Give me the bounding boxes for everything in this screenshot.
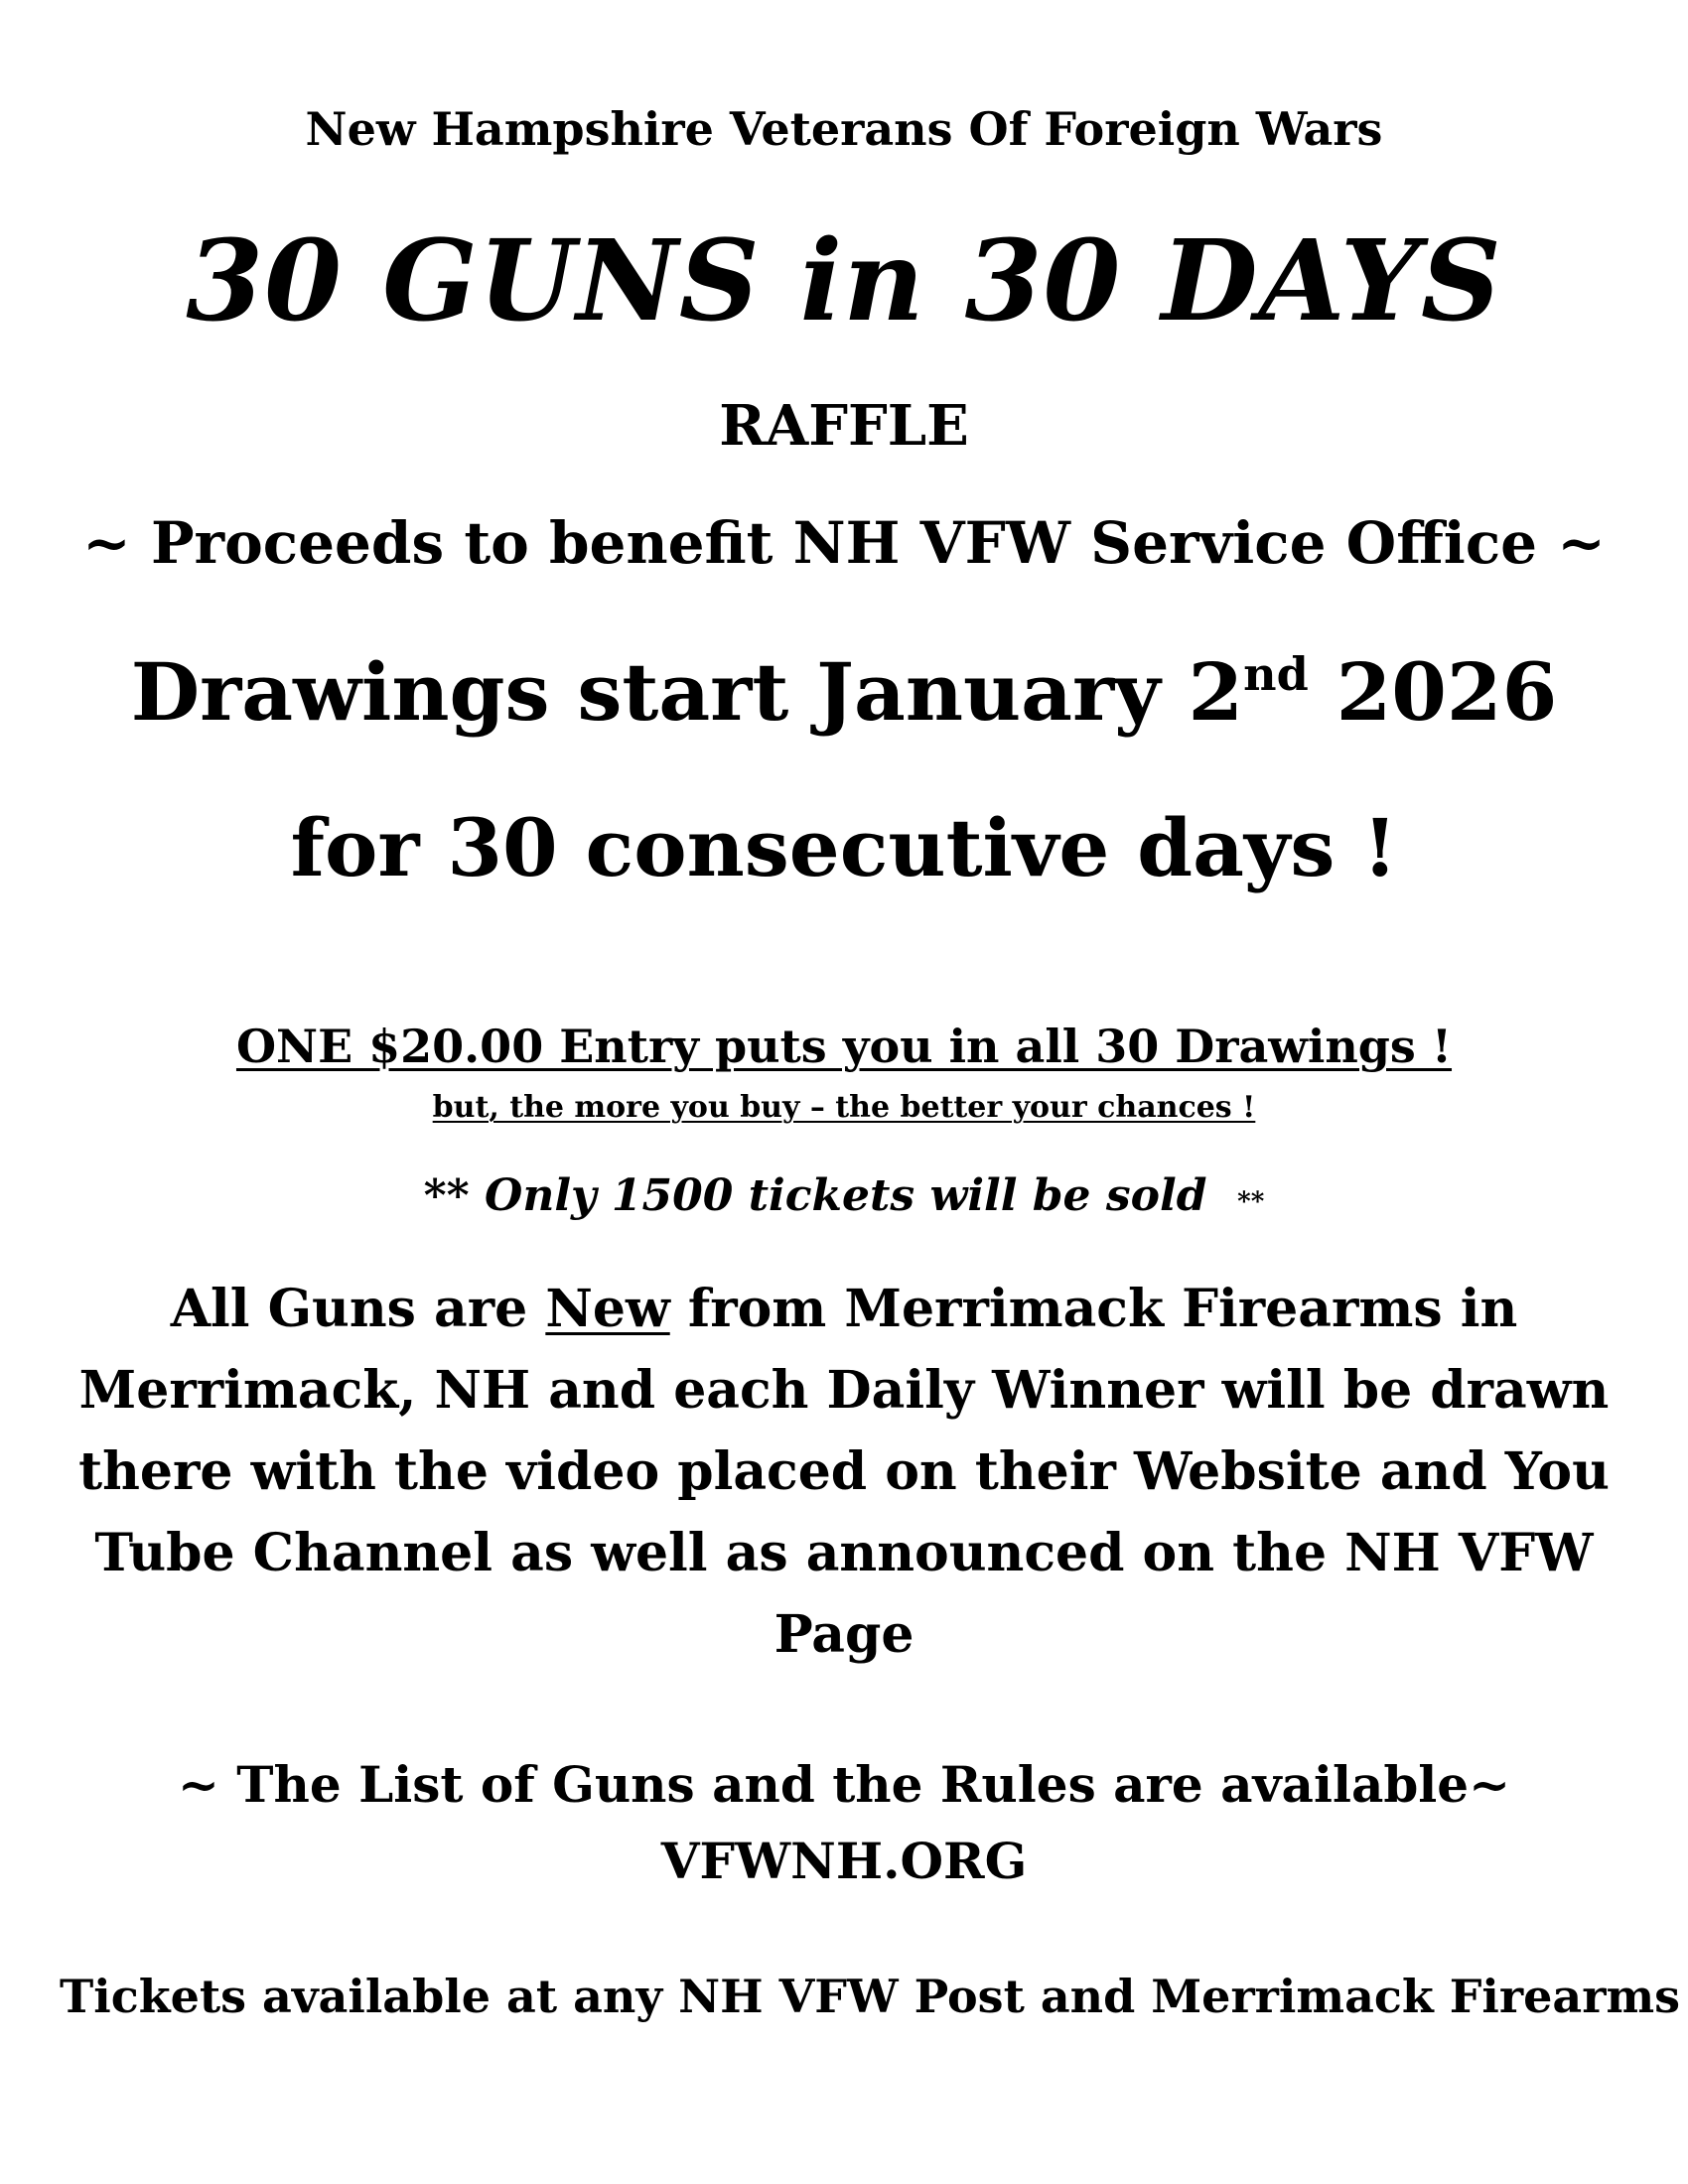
proceeds-statement: ~ Proceeds to benefit NH VFW Service Office ~ — [82, 509, 1606, 577]
description-line: Merrimack, NH and each Daily Winner will be drawn — [78, 1360, 1610, 1421]
ticket-limit-close-asterisks: ** — [1237, 1187, 1265, 1217]
description-text: from Merrimack Firearms in — [669, 1279, 1518, 1339]
raffle-subheading: RAFFLE — [719, 393, 969, 459]
consecutive-days-text: for 30 consecutive days ! — [290, 801, 1398, 894]
description-text: All Guns are — [170, 1279, 546, 1339]
ticket-limit-open-asterisks: ** — [423, 1170, 486, 1221]
list-rules-notice: ~ The List of Guns and the Rules are available~ — [177, 1755, 1511, 1814]
drawings-start-date — [60, 645, 1628, 739]
description-line: Page — [774, 1604, 914, 1665]
new-emphasis: New — [545, 1279, 670, 1339]
drawings-start-year: 2026 — [1308, 645, 1558, 739]
description-line: Tube Channel as well as announced on the NH VFW — [94, 1523, 1594, 1583]
description-paragraph — [70, 1269, 1618, 1676]
drawings-start-text: Drawings start January 2 — [130, 645, 1244, 739]
ticket-availability: Tickets available at any NH VFW Post and Merrimack Firearms — [60, 1970, 1681, 2023]
chances-note: but, the more you buy – the better your chances ! — [432, 1090, 1256, 1125]
ticket-limit-text: Only 1500 tickets will be sold — [485, 1170, 1207, 1221]
website-address: VFWNH.ORG — [660, 1832, 1028, 1890]
ticket-limit-notice — [60, 1170, 1628, 1221]
description-line — [70, 1269, 1618, 1350]
organization-name: New Hampshire Veterans Of Foreign Wars — [305, 102, 1383, 156]
flyer-headline: 30 GUNS in 30 DAYS — [186, 216, 1502, 346]
entry-offer: ONE $20.00 Entry puts you in all 30 Drawings ! — [235, 1020, 1453, 1073]
ordinal-suffix: nd — [1243, 647, 1309, 701]
description-line: there with the video placed on their Website and You — [78, 1441, 1610, 1502]
